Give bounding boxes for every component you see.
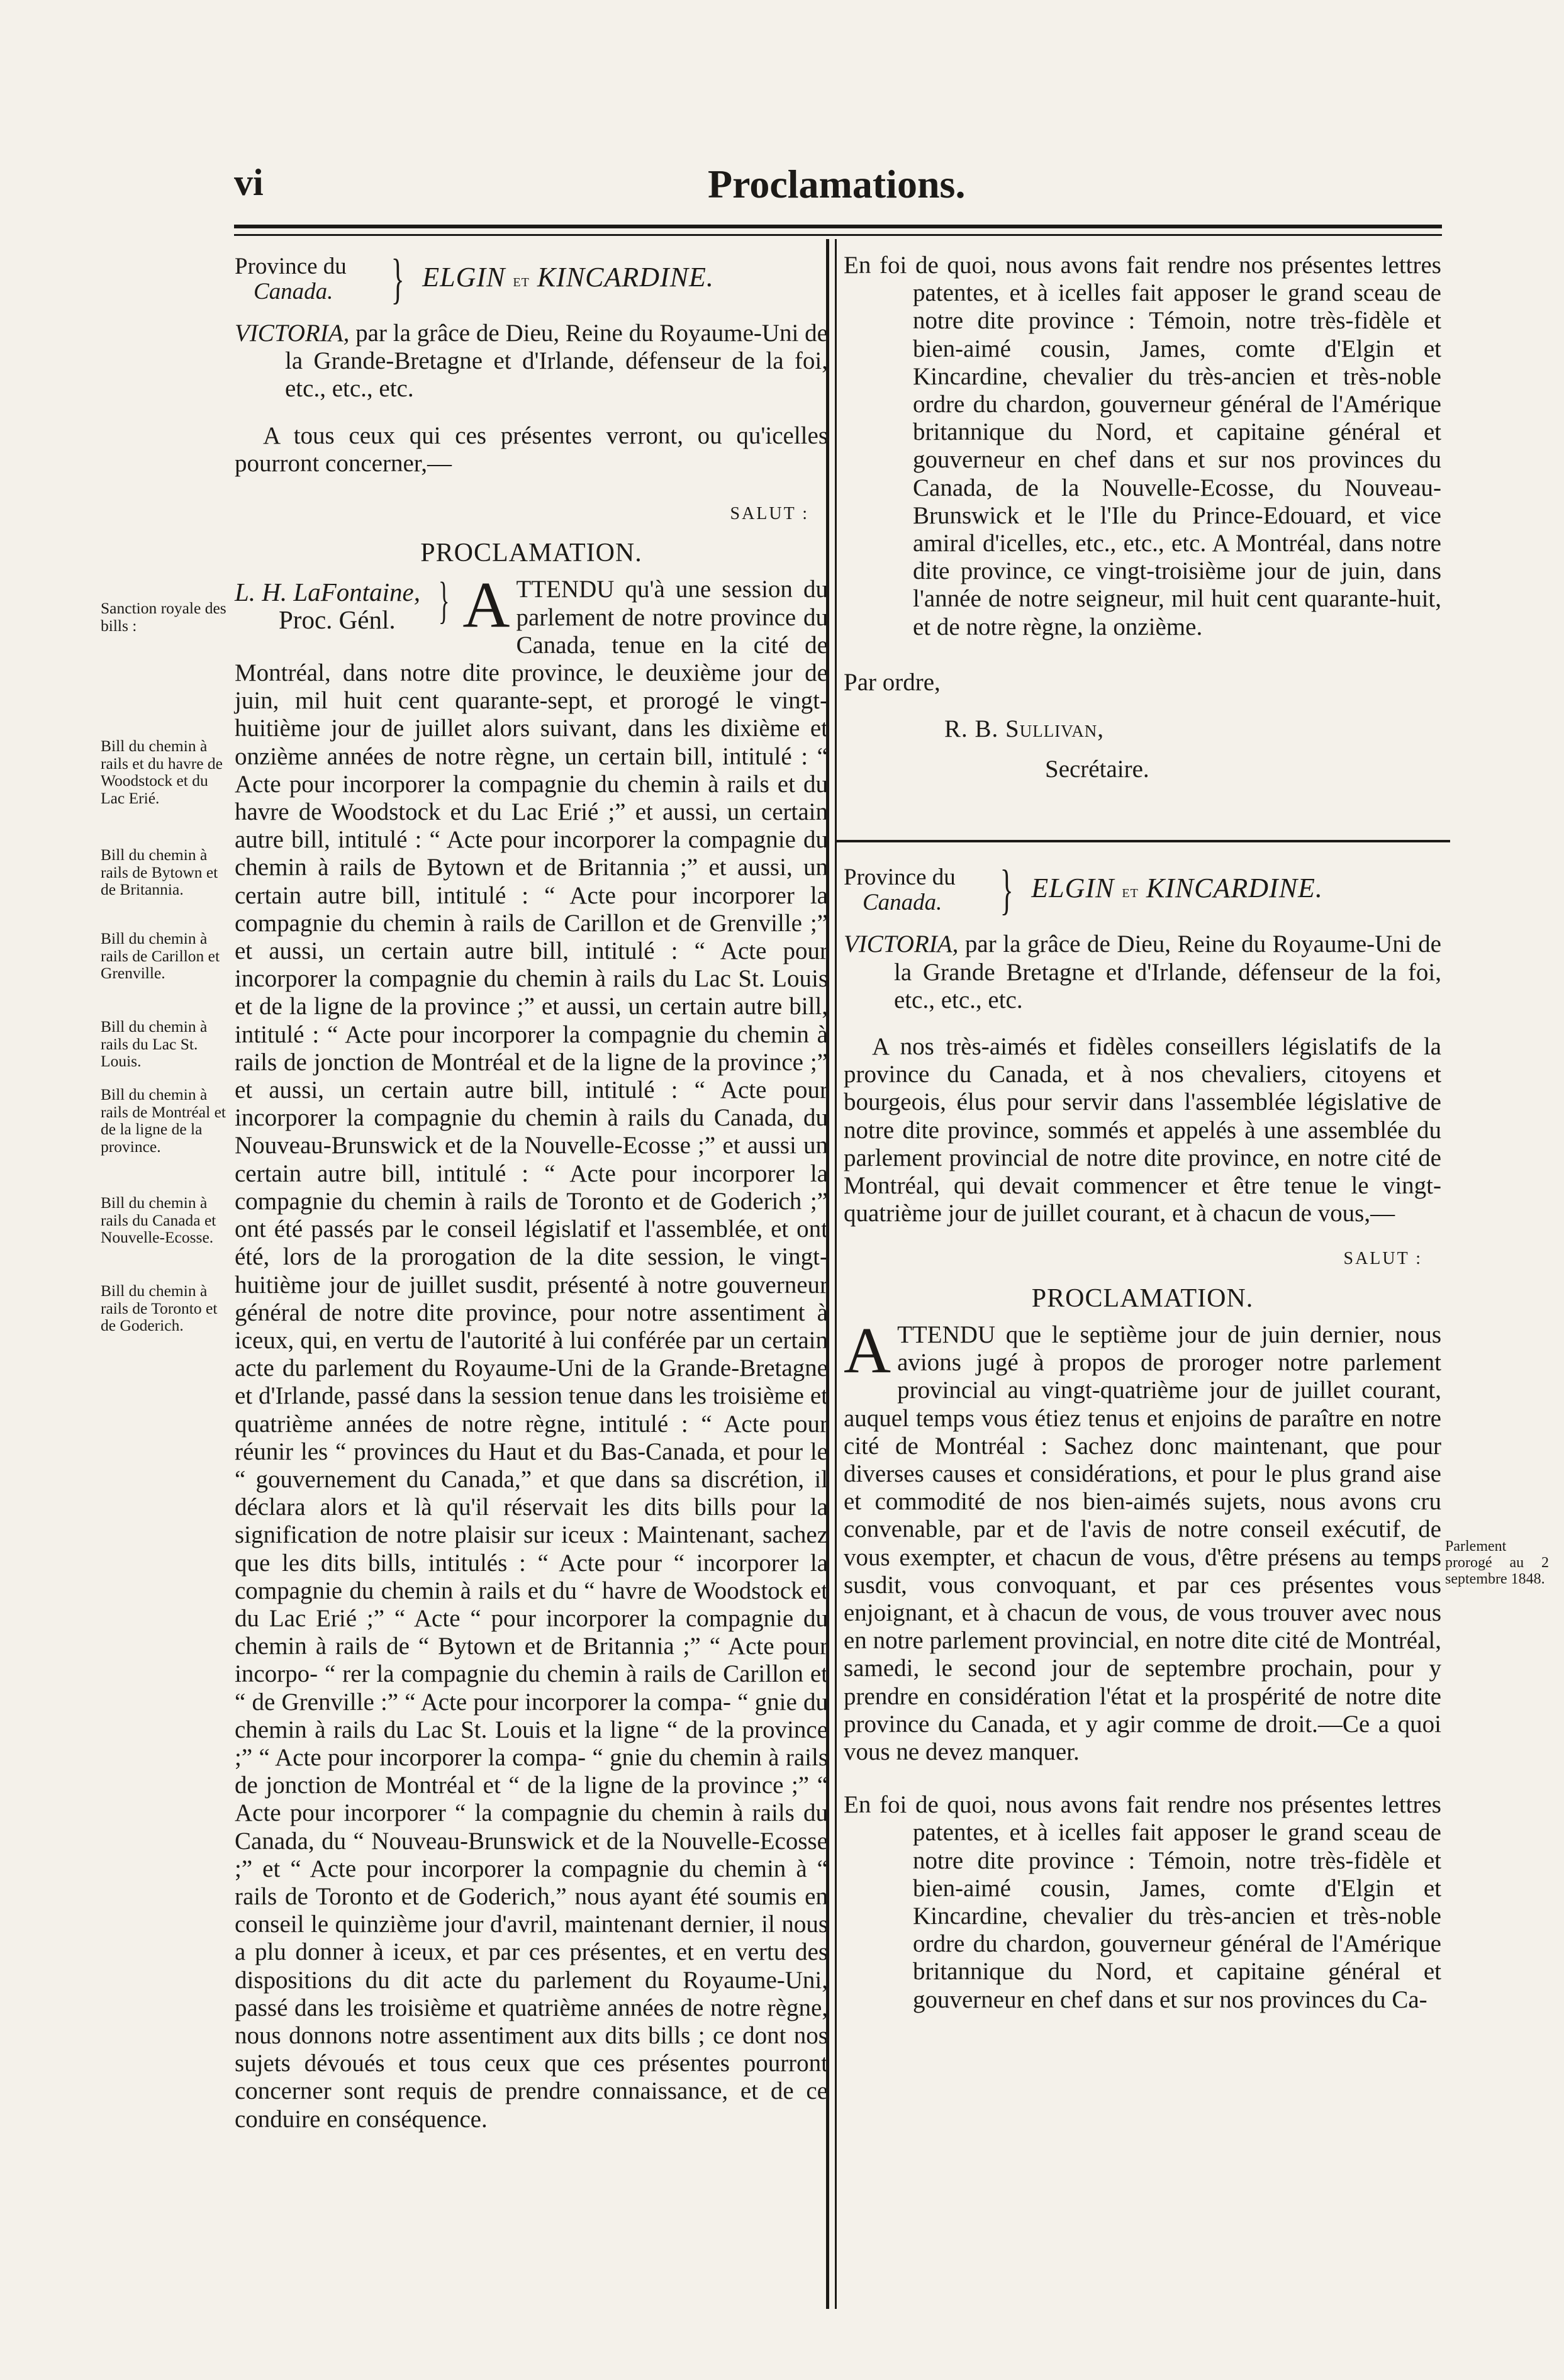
margin-note-text: Parlement prorogé au 2 septembre 1848. <box>1445 1538 1549 1587</box>
margin-note: Sanction royale des bills : <box>101 599 226 635</box>
left-column <box>235 249 828 2133</box>
drop-cap: A <box>462 569 510 642</box>
signer-title: Proc. Génl. <box>279 605 396 635</box>
proclamation-title: PROCLAMATION. <box>420 539 642 568</box>
province-line: Canada. <box>254 279 333 304</box>
brace-glyph: } <box>438 571 450 629</box>
province-label <box>844 865 982 915</box>
margin-note <box>1445 1538 1549 1587</box>
royal-style-text: par la grâce de Dieu, Reine du Royaume-Uni de la Grande-Bretagne et d'Irlande, défenseur de la foi, etc., etc., etc. <box>285 320 828 403</box>
page-number: vi <box>234 162 264 203</box>
running-head: Proclamations. <box>708 162 966 206</box>
margin-note: Bill du chemin à rails et du havre de Woodstock et du Lac Erié. <box>101 737 223 807</box>
salut-label: SALUT : <box>730 504 809 524</box>
by-order: Par ordre, <box>844 668 941 696</box>
governor-name: ELGIN <box>422 261 506 293</box>
brace-glyph: } <box>1000 859 1014 921</box>
address-line: A tous ceux qui ces présentes verront, ou qu'icelles pourront concerner,— <box>235 422 828 477</box>
proclamation-body: TTENDU qu'à une session du parlement de notre province du Canada, tenue en la cité de Montréal, dans notre dite province, le deuxième jour de juin, mil huit cent quarante-sept, et prorogé le vingt-huitième jour de juillet alors suivant, dans les dixième et onzième années de notre règne, un certain bill, intitulé : “ Acte pour incorporer la compagnie du chemin à rails et du havre de Woodstock et du Lac Erié ;” et aussi, un certain autre bill, intitulé : “ Acte pour incorporer la compagnie du chemin à rails de Bytown et de Britannia ;” et aussi, un certain autre bill, intitulé : “ Acte pour incorporer la compagnie du chemin à rails de Carillon et de Grenville ;” et aussi, un certain autre bill, intitulé : “ Acte pour incorporer la compagnie du chemin à rails du Lac St. Louis et de la ligne de la province ;” et aussi, un certain autre bill, intitulé : “ Acte pour incorporer la compagnie du chemin à rails de jonction de Montréal et de la ligne de la province ;” et aussi, un certain autre bill, intitulé : “ Acte pour incorporer la compagnie du chemin à rails du Canada, du Nouveau-Brunswick et de la Nouvelle-Ecosse ;” et aussi un certain autre bill, intitulé : “ Acte pour incorporer la compagnie du chemin à rails de Toronto et de Goderich ;” ont été passés par le conseil législatif et l'assemblée, et ont été, lors de la prorogation de la dite session, le vingt-huitième jour de juillet susdit, présenté à notre gouverneur général de notre dite province, pour notre assentiment à iceux, qui, en vertu de l'autorité à lui conférée par un certain acte du parlement du Royaume-Uni de la Grande-Bretagne et d'Irlande, passé dans la session tenue dans les troisième et quatrième années de notre règne, intitulé : “ Acte pour réunir les “ provinces du Haut et du Bas-Canada, et pour le “ gouvernement du Canada,” et que dans sa discrétion, il déclara alors et là qu'il réservait les dits bills pour la signification de notre plaisir sur iceux : Maintenant, sachez que les dits bills, intitulés : “ Acte pour “ incorporer la compagnie du chemin à rails et du “ havre de Woodstock et du Lac Erié ;” “ Acte “ pour incorporer la compagnie du chemin à rails de “ Bytown et de Britannia ;” “ Acte pour incorpo- “ rer la compagnie du chemin à rails de Carillon et “ de Grenville :” “ Acte pour incorporer la compa- “ gnie du chemin à rails du Lac St. Louis et la ligne “ de la province ;” “ Acte pour incorporer la compa- “ gnie du chemin à rails de jonction de Montréal et “ de la ligne de la province ;” “ Acte pour incorporer “ la compagnie du chemin à rails du Canada, du “ Nouveau-Brunswick et de la Nouvelle-Ecosse ;” et “ Acte pour incorporer la compagnie du chemin à “ rails de Toronto et de Goderich,” nous ayant été soumis en conseil le quinzième jour d'avril, maintenant dernier, il nous a plu donner à iceux, et par ces présentes, et en vertu des dispositions du dit acte du parlement du Royaume-Uni, passé dans les troisième et quatrième années de notre règne, nous donnons notre assentiment aux dits bills ; ce dont nos sujets dévoués et tous ceux que ces présentes pourront concerner sont requis de prendre connaissance, et de ce conduire en conséquence. <box>235 576 828 2133</box>
proclamation-body-start <box>235 571 456 635</box>
governor-conjunction: et <box>1122 882 1139 902</box>
province-line: Canada. <box>863 890 942 916</box>
governor-name: KINCARDINE. <box>537 261 714 293</box>
governor-name: KINCARDINE. <box>1146 873 1323 904</box>
province-label <box>235 254 373 304</box>
governor-name: ELGIN <box>1031 873 1115 904</box>
province-line: Province du <box>235 254 347 279</box>
drop-cap: A <box>844 1314 891 1387</box>
royal-style-text: par la grâce de Dieu, Reine du Royaume-Uni de la Grande Bretagne et d'Irlande, défenseur de la foi, etc., etc., etc. <box>894 930 1441 1014</box>
proclamation-heading <box>235 249 828 310</box>
attorney-general-signature <box>235 578 420 634</box>
margin-note: Bill du chemin à rails de Montréal et de la ligne de la province. <box>101 1085 226 1156</box>
attestation-clause: En foi de quoi, nous avons fait rendre nos présentes lettres patentes, et à icelles fait apposer le grand sceau de notre dite province : Témoin, notre très-fidèle et bien-aimé cousin, James, comte d'Elgin et Kincardine, chevalier du très-ancien et très-noble ordre du chardon, gouverneur général de l'Amérique britannique du Nord, et capitaine général et gouverneur en chef dans et sur nos provinces du Ca- <box>844 1791 1441 2013</box>
margin-note: Bill du chemin à rails du Lac St. Louis. <box>101 1017 208 1070</box>
governor-conjunction: et <box>513 271 530 291</box>
salut-label: SALUT : <box>1343 1249 1422 1269</box>
signer-name: L. H. LaFontaine, <box>235 578 420 607</box>
governor-names <box>422 261 714 295</box>
proclamation-title: PROCLAMATION. <box>1031 1283 1254 1313</box>
proclamation-body: TTENDU que le septième jour de juin dernier, nous avions jugé à propos de proroger notre parlement provincial au vingt-quatrième jour de juillet courant, auquel temps vous étiez tenus et enjoins de paraître en notre cité de Montréal : Sachez donc maintenant, que pour diverses causes et considérations, et pour le plus grand aise et commodité de nos bien-aimés sujets, nous avons cru convenable, par et de l'avis de notre conseil exécutif, de vous exempter, et chacun de vous, d'être présens au temps susdit, vous convoquant, et par ces présentes vous enjoignant, et à chacun de vous, de vous trouver avec nous en notre parlement provincial, en notre dite cité de Montréal, samedi, le second jour de septembre prochain, pour y prendre en considération l'état et la prospérité de notre dite province du Canada, et y agir comme de droit.—Ce a quoi vous ne devez manquer. <box>844 1321 1441 1765</box>
attestation-clause: En foi de quoi, nous avons fait rendre nos présentes lettres patentes, et à icelles fait apposer le grand sceau de notre dite province : Témoin, notre très-fidèle et bien-aimé cousin, James, comte d'Elgin et Kincardine, chevalier du très-ancien et très-noble ordre du chardon, gouverneur général de l'Amérique britannique du Nord, et capitaine général et gouverneur en chef dans et sur nos provinces du Canada, de la Nouvelle-Ecosse, du Nouveau-Brunswick et le l'Ile du Prince-Edouard, et vice amiral d'icelles, etc., etc., etc. A Montréal, dans notre dite province, ce vingt-troisième jour de juin, dans l'année de notre seigneur, mil huit cent quarante-huit, et de notre règne, la onzième. <box>844 252 1441 640</box>
royal-style <box>844 930 1441 1014</box>
royal-style <box>235 320 828 403</box>
secretary-signature: R. B. Sullivan, <box>944 715 1104 743</box>
sovereign-name: VICTORIA, <box>844 930 959 958</box>
margin-note: Bill du chemin à rails de Toronto et de Goderich. <box>101 1282 218 1334</box>
column-separator-thin <box>835 239 837 2309</box>
sovereign-name: VICTORIA, <box>235 320 350 347</box>
secretary-title: Secrétaire. <box>1045 756 1149 783</box>
section-divider <box>835 840 1450 842</box>
margin-note: Bill du chemin à rails de Carillon et Grenville. <box>101 929 220 982</box>
proclamation-heading <box>844 859 1441 921</box>
address-line: A nos très-aimés et fidèles conseillers législatifs de la province du Canada, et à nos chevaliers, citoyens et bourgeois, élus pour servir dans l'assemblée législative de notre dite province, sommés et appelés à une assemblée du parlement provincial de notre dite province, en notre cité de Montréal, qui devait commencer et être tenue le vingt-quatrième jour de juillet courant, et à chacun de vous,— <box>844 1033 1441 1227</box>
header-rule-thick <box>234 225 1442 228</box>
margin-note: Bill du chemin à rails du Canada et Nouvelle-Ecosse. <box>101 1193 216 1246</box>
brace-glyph: } <box>391 249 405 310</box>
province-line: Province du <box>844 864 956 891</box>
margin-note: Bill du chemin à rails de Bytown et de Britannia. <box>101 846 218 898</box>
right-column <box>844 252 1441 2014</box>
header-rule-thin <box>234 234 1442 236</box>
governor-names <box>1031 874 1323 906</box>
